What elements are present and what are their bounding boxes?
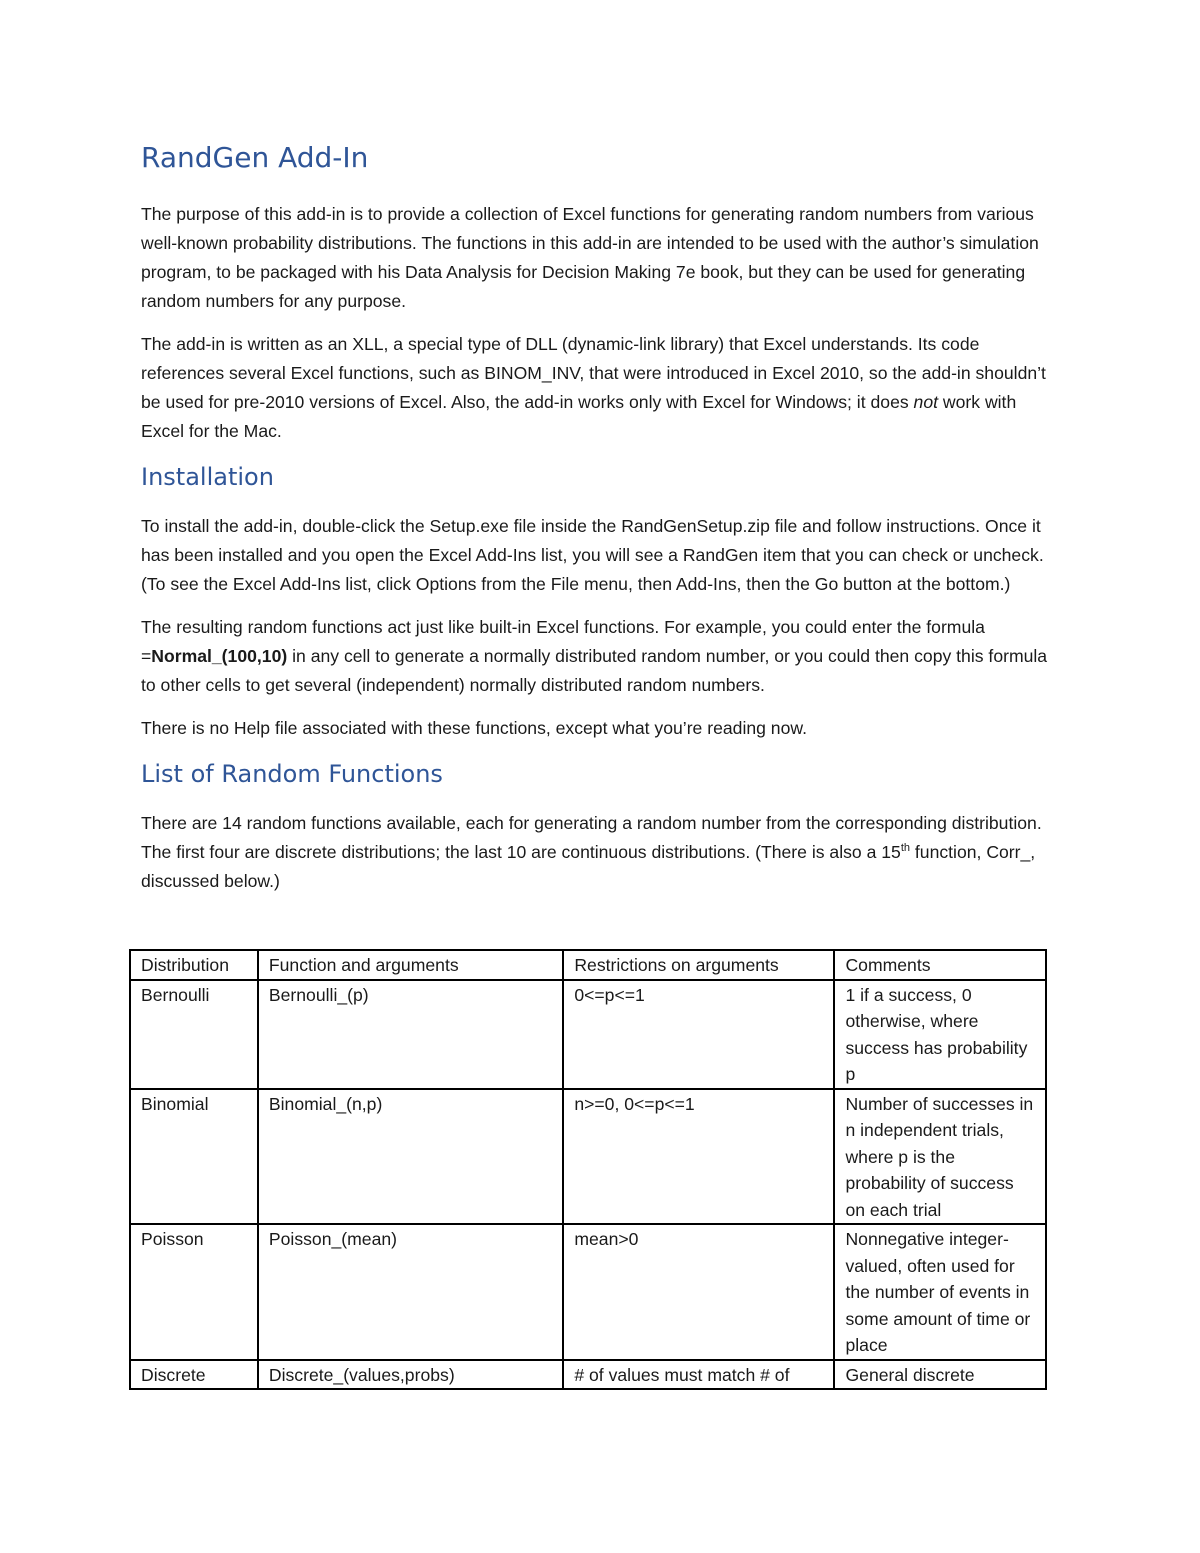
cell-restrictions: 0<=p<=1 <box>563 980 834 1089</box>
installation-heading: Installation <box>141 463 274 491</box>
cell-restrictions: mean>0 <box>563 1224 834 1360</box>
cell-comments: Nonnegative integer-valued, often used for the number of events in some amount of time or place <box>834 1224 1046 1360</box>
list-heading: List of Random Functions <box>141 760 443 788</box>
page-title: RandGen Add-In <box>141 141 369 174</box>
header-restrictions: Restrictions on arguments <box>563 950 834 980</box>
installation-paragraph-3: There is no Help file associated with these functions, except what you’re reading now. <box>141 718 808 738</box>
cell-distribution: Discrete <box>130 1360 258 1390</box>
intro-p2-emphasis: not <box>913 392 939 412</box>
table-row <box>130 1224 1046 1360</box>
list-p1-text-a: There are 14 random functions available, each for generating a random number from the corresponding distribution. The first four are discrete distributions; the last 10 are continuous distributions. (There is also a 15 <box>141 813 1042 862</box>
installation-paragraph-1: To install the add-in, double-click the Setup.exe file inside the RandGenSetup.zip file and follow instructions. Once it has been installed and you open the Excel Add-Ins list, you will see a RandGen item that you can check or uncheck. (To see the Excel Add-Ins list, click Options from the File menu, then Add-Ins, then the Go button at the bottom.) <box>141 516 1044 594</box>
cell-distribution: Bernoulli <box>130 980 258 1089</box>
intro-p2-text-a: The add-in is written as an XLL, a special type of DLL (dynamic-link library) that Excel understands. Its code references several Excel functions, such as BINOM_INV, that were introduced in Excel 2010, so the add-in shouldn’t be used for pre-2010 versions of Excel. Also, the add-in works only with Excel for Windows; it does <box>141 334 1046 412</box>
intro-paragraph-2 <box>141 330 1061 446</box>
list-p1-text-b: function, Corr_, discussed below.) <box>141 842 1036 891</box>
table-row <box>130 980 1046 1089</box>
table-row <box>130 1360 1046 1390</box>
table-row <box>130 1089 1046 1225</box>
list-p1-superscript: th <box>900 842 911 855</box>
cell-distribution: Binomial <box>130 1089 258 1225</box>
intro-p2-text-b: work with Excel for the Mac. <box>141 392 1017 441</box>
cell-restrictions: # of values must match # of <box>563 1360 834 1390</box>
header-comments: Comments <box>834 950 1046 980</box>
install-p2-text-a: The resulting random functions act just like built-in Excel functions. For example, you could enter the formula = <box>141 617 985 666</box>
cell-comments: General discrete <box>834 1360 1046 1390</box>
cell-function: Poisson_(mean) <box>258 1224 563 1360</box>
cell-function: Discrete_(values,probs) <box>258 1360 563 1390</box>
installation-paragraph-2 <box>141 613 1061 700</box>
intro-paragraph-1: The purpose of this add-in is to provide a collection of Excel functions for generating random numbers from various well-known probability distributions. The functions in this add-in are intended to be used with the author’s simulation program, to be packaged with his Data Analysis for Decision Making 7e book, but they can be used for generating random numbers for any purpose. <box>141 204 1039 311</box>
cell-function: Binomial_(n,p) <box>258 1089 563 1225</box>
functions-table <box>129 949 1047 1390</box>
header-function: Function and arguments <box>258 950 563 980</box>
cell-comments: Number of successes in n independent trials, where p is the probability of success on each trial <box>834 1089 1046 1225</box>
list-paragraph-1 <box>141 809 1061 896</box>
header-distribution: Distribution <box>130 950 258 980</box>
cell-comments: 1 if a success, 0 otherwise, where success has probability p <box>834 980 1046 1089</box>
cell-restrictions: n>=0, 0<=p<=1 <box>563 1089 834 1225</box>
table-header-row <box>130 950 1046 980</box>
cell-distribution: Poisson <box>130 1224 258 1360</box>
cell-function: Bernoulli_(p) <box>258 980 563 1089</box>
install-p2-text-b: in any cell to generate a normally distributed random number, or you could then copy this formula to other cells to get several (independent) normally distributed random numbers. <box>141 646 1048 695</box>
normal-formula: Normal_(100,10) <box>151 646 288 666</box>
document-page <box>141 138 1061 910</box>
